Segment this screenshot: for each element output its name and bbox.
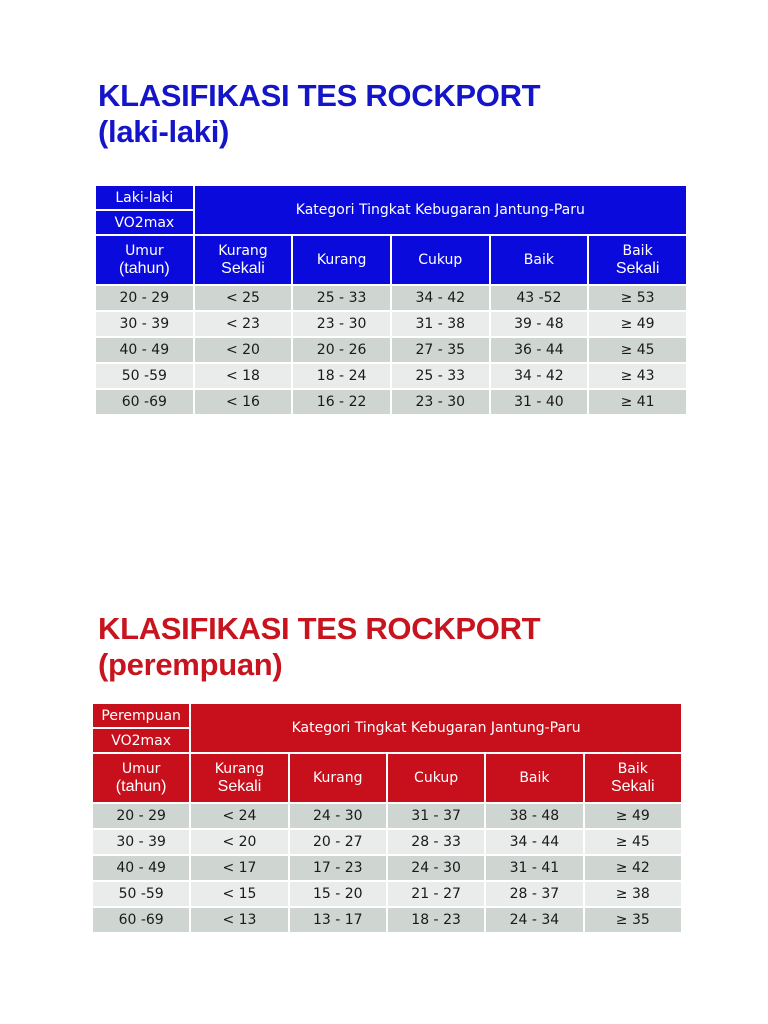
- value-cell: 15 - 20: [290, 882, 386, 906]
- value-cell: 25 - 33: [293, 286, 390, 310]
- value-cell: 31 - 40: [491, 390, 588, 414]
- age-range-cell: 40 - 49: [93, 856, 189, 880]
- female-classification-table: [91, 702, 683, 934]
- age-range-cell: 30 - 39: [96, 312, 193, 336]
- table-row: [96, 312, 686, 336]
- column-header: Cukup: [388, 754, 484, 802]
- value-cell: < 24: [191, 804, 287, 828]
- male-title-line2: (laki-laki): [98, 114, 230, 149]
- column-header-line2: Sekali: [221, 260, 265, 277]
- value-cell: 24 - 30: [388, 856, 484, 880]
- value-cell: 25 - 33: [392, 364, 489, 388]
- male-title: [98, 78, 540, 150]
- column-header: [195, 236, 292, 284]
- value-cell: < 17: [191, 856, 287, 880]
- value-cell: ≥ 49: [589, 312, 686, 336]
- value-cell: 31 - 41: [486, 856, 582, 880]
- value-cell: < 23: [195, 312, 292, 336]
- value-cell: 31 - 37: [388, 804, 484, 828]
- male-classification-table: [94, 184, 688, 416]
- column-header-line2: Sekali: [610, 778, 655, 795]
- table-row: [93, 856, 681, 880]
- value-cell: ≥ 42: [585, 856, 681, 880]
- value-cell: < 18: [195, 364, 292, 388]
- age-header-cell: [93, 754, 189, 802]
- column-header-line2: Sekali: [615, 260, 660, 277]
- age-header-line2: (tahun): [118, 260, 170, 277]
- column-header-line1: Kurang: [214, 761, 265, 777]
- value-cell: ≥ 41: [589, 390, 686, 414]
- table-row: [93, 908, 681, 932]
- category-header-cell: Kategori Tingkat Kebugaran Jantung-Paru: [191, 704, 681, 752]
- column-header: Baik: [491, 236, 588, 284]
- value-cell: ≥ 35: [585, 908, 681, 932]
- value-cell: 27 - 35: [392, 338, 489, 362]
- age-header-cell: [96, 236, 193, 284]
- female-title-line2: (perempuan): [98, 647, 283, 682]
- table-row: [96, 364, 686, 388]
- value-cell: ≥ 49: [585, 804, 681, 828]
- value-cell: 23 - 30: [293, 312, 390, 336]
- value-cell: ≥ 38: [585, 882, 681, 906]
- value-cell: 28 - 37: [486, 882, 582, 906]
- value-cell: 34 - 42: [392, 286, 489, 310]
- column-header-line1: Kurang: [218, 243, 268, 259]
- value-cell: < 25: [195, 286, 292, 310]
- table-row: [93, 804, 681, 828]
- value-cell: 36 - 44: [491, 338, 588, 362]
- column-header: Baik: [486, 754, 582, 802]
- value-cell: 21 - 27: [388, 882, 484, 906]
- column-header-line2: Sekali: [217, 778, 262, 795]
- age-range-cell: 20 - 29: [96, 286, 193, 310]
- value-cell: ≥ 43: [589, 364, 686, 388]
- age-range-cell: 50 -59: [96, 364, 193, 388]
- age-range-cell: 60 -69: [93, 908, 189, 932]
- column-header: [589, 236, 686, 284]
- value-cell: 23 - 30: [392, 390, 489, 414]
- column-header: Cukup: [392, 236, 489, 284]
- value-cell: ≥ 45: [585, 830, 681, 854]
- column-header: [585, 754, 681, 802]
- value-cell: 38 - 48: [486, 804, 582, 828]
- value-cell: 13 - 17: [290, 908, 386, 932]
- age-header-line1: Umur: [125, 243, 164, 259]
- female-title: [98, 611, 540, 683]
- value-cell: 18 - 23: [388, 908, 484, 932]
- gender-label-cell: Laki-laki: [96, 186, 193, 209]
- category-header-cell: Kategori Tingkat Kebugaran Jantung-Paru: [195, 186, 686, 234]
- value-cell: 16 - 22: [293, 390, 390, 414]
- value-cell: < 16: [195, 390, 292, 414]
- value-cell: < 20: [195, 338, 292, 362]
- age-range-cell: 60 -69: [96, 390, 193, 414]
- male-title-line1: KLASIFIKASI TES ROCKPORT: [98, 78, 541, 113]
- value-cell: 18 - 24: [293, 364, 390, 388]
- value-cell: 28 - 33: [388, 830, 484, 854]
- age-range-cell: 40 - 49: [96, 338, 193, 362]
- age-header-line1: Umur: [121, 761, 161, 777]
- metric-label-cell: VO2max: [93, 729, 189, 752]
- value-cell: < 13: [191, 908, 287, 932]
- value-cell: < 15: [191, 882, 287, 906]
- value-cell: 24 - 30: [290, 804, 386, 828]
- female-title-line1: KLASIFIKASI TES ROCKPORT: [98, 611, 541, 646]
- table-row: [93, 830, 681, 854]
- value-cell: 17 - 23: [290, 856, 386, 880]
- table-row: [96, 338, 686, 362]
- value-cell: 24 - 34: [486, 908, 582, 932]
- value-cell: 20 - 26: [293, 338, 390, 362]
- column-header-line1: Baik: [617, 761, 648, 777]
- value-cell: 39 - 48: [491, 312, 588, 336]
- age-range-cell: 30 - 39: [93, 830, 189, 854]
- metric-label-cell: VO2max: [96, 211, 193, 234]
- value-cell: 34 - 44: [486, 830, 582, 854]
- value-cell: 34 - 42: [491, 364, 588, 388]
- age-range-cell: 50 -59: [93, 882, 189, 906]
- table-row: [93, 882, 681, 906]
- gender-label-cell: Perempuan: [93, 704, 189, 727]
- value-cell: 43 -52: [491, 286, 588, 310]
- table-row: [96, 286, 686, 310]
- column-header: Kurang: [290, 754, 386, 802]
- column-header: [191, 754, 287, 802]
- table-row: [96, 390, 686, 414]
- age-range-cell: 20 - 29: [93, 804, 189, 828]
- value-cell: 31 - 38: [392, 312, 489, 336]
- column-header-line1: Baik: [622, 243, 653, 259]
- value-cell: 20 - 27: [290, 830, 386, 854]
- age-header-line2: (tahun): [115, 778, 167, 795]
- value-cell: ≥ 53: [589, 286, 686, 310]
- value-cell: ≥ 45: [589, 338, 686, 362]
- value-cell: < 20: [191, 830, 287, 854]
- column-header: Kurang: [293, 236, 390, 284]
